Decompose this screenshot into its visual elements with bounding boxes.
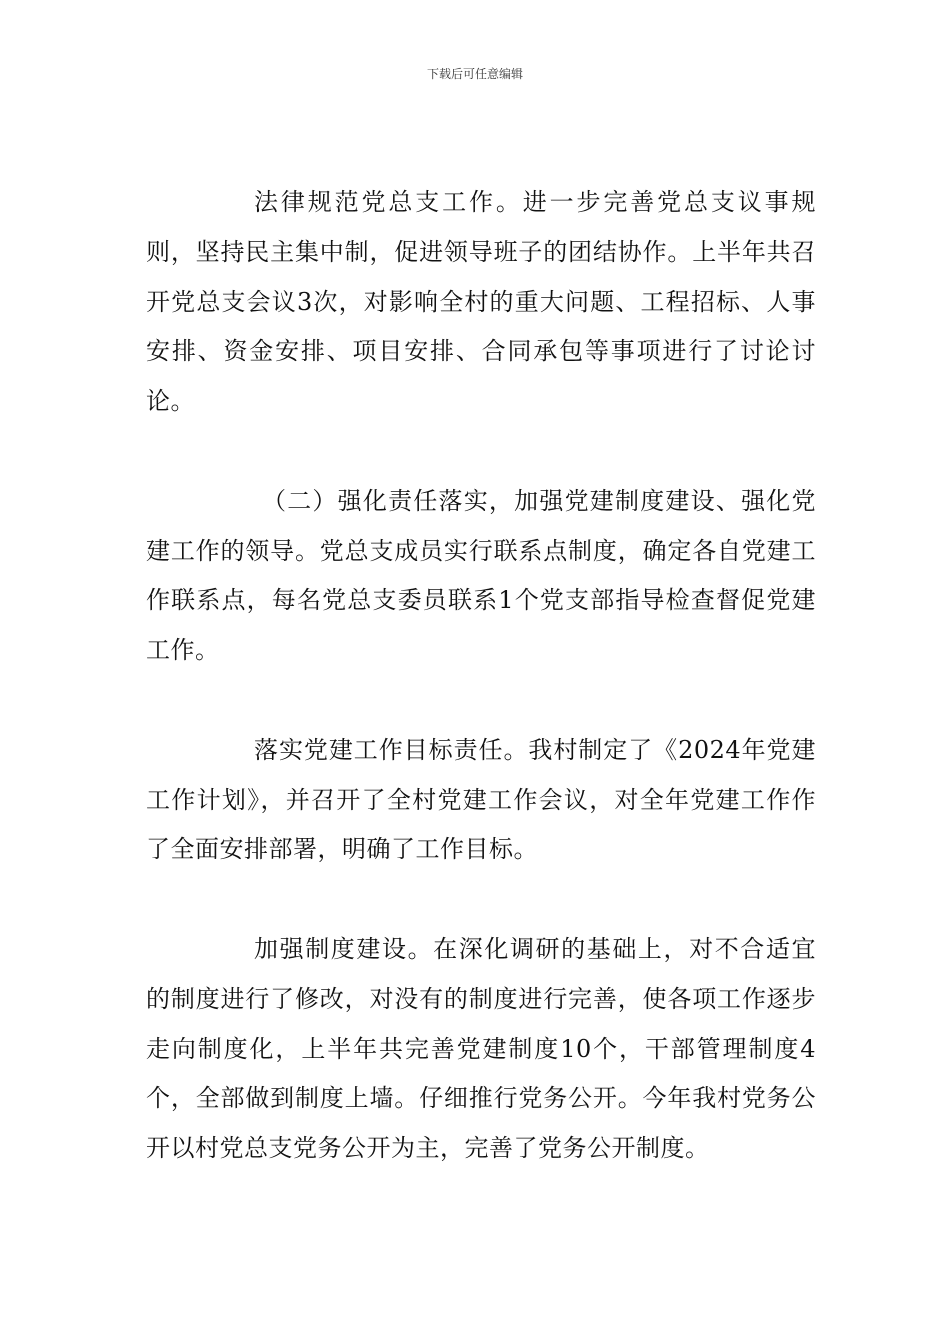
paragraph-work-targets: 落实党建工作目标责任。我村制定了《2024年党建工作计划》，并召开了全村党建工作会议，对全年党建工作作了全面安排部署，明确了工作目标。: [146, 735, 816, 864]
document-body: [146, 178, 816, 1174]
paragraph-party-branch-rules: 法律规范党总支工作。进一步完善党总支议事规则，坚持民主集中制，促进领导班子的团结协作。上半年共召开党总支会议3次，对影响全村的重大问题、工程招标、人事安排、资金安排、项目安排、合同承包等事项进行了讨论讨论。: [146, 188, 816, 416]
paragraph-responsibility-section: （二）强化责任落实，加强党建制度建设、强化党建工作的领导。党总支成员实行联系点制度，确定各自党建工作联系点，每名党总支委员联系1个党支部指导检查督促党建工作。: [146, 486, 816, 665]
paragraph-system-building: 加强制度建设。在深化调研的基础上，对不合适宜的制度进行了修改，对没有的制度进行完善，使各项工作逐步走向制度化，上半年共完善党建制度10个，干部管理制度4个，全部做到制度上墙。仔细推行党务公开。今年我村党务公开以村党总支党务公开为主，完善了党务公开制度。: [146, 934, 816, 1163]
page-header-note: 下载后可任意编辑: [426, 67, 523, 81]
